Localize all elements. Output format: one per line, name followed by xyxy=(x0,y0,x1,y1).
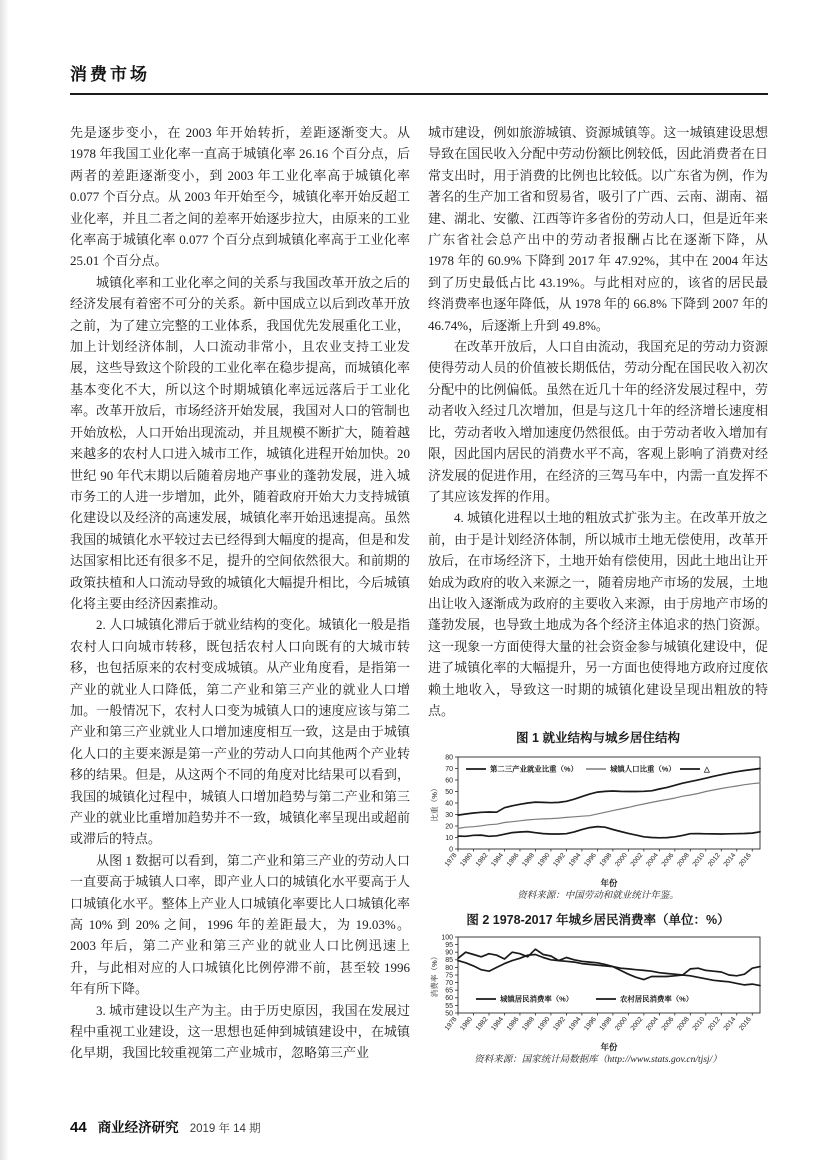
svg-text:85: 85 xyxy=(445,957,453,965)
svg-text:10: 10 xyxy=(445,835,453,843)
svg-text:2004: 2004 xyxy=(645,852,660,869)
svg-text:消费率（%）: 消费率（%） xyxy=(430,953,439,998)
svg-text:1988: 1988 xyxy=(521,852,537,869)
svg-text:2006: 2006 xyxy=(660,1016,676,1033)
svg-text:1982: 1982 xyxy=(474,1016,490,1033)
svg-text:1996: 1996 xyxy=(583,852,598,869)
svg-text:2014: 2014 xyxy=(722,1016,738,1033)
svg-text:1994: 1994 xyxy=(567,852,583,869)
svg-text:2010: 2010 xyxy=(691,1016,707,1033)
svg-text:50: 50 xyxy=(445,789,453,797)
svg-text:农村居民消费率（%）: 农村居民消费率（%） xyxy=(620,994,694,1004)
svg-text:80: 80 xyxy=(445,754,453,762)
body-paragraph: 城镇化率和工业化率之间的关系与我国改革开放之后的经济发展有着密不可分的关系。新中国成立以后到改革开放之前，为了建立完整的工业体系，我国优先发展重化工业，加上计划经济体制，人口流动非常小，且农业支持工业发展，这些导致这个阶段的工业化率在稳步提高，而城镇化率基本变化不大，所以这个时期城镇化率远远落后于工业化率。改革开放后，市场经济开始发展，我国对人口的管制也开始放松，人口开始出现流动，并且规模不断扩大，随着越来越多的农村人口进入城市工作，城镇化进程开始加快。20 世纪 90 年代末期以后随着房地产事业的蓬勃发展，进入城市务工的人进一步增加，此外，随着政府开始大力支持城镇化建设以及经济的高速发展，城镇化率开始迅速提高。虽然我国的城镇化水平较过去已经得到大幅度的提高，但是和发达国家相比还有很多不足，提升的空间依然很大。和前期的政策扶植和人口流动导致的城镇化大幅提升相比，今后城镇化将主要由经济因素推动。 xyxy=(70,274,410,611)
svg-text:70: 70 xyxy=(445,766,453,774)
svg-text:2002: 2002 xyxy=(629,852,645,869)
left-column xyxy=(70,122,410,1067)
svg-text:1988: 1988 xyxy=(521,1016,537,1033)
svg-text:1990: 1990 xyxy=(536,852,552,869)
figure1-line-chart xyxy=(428,749,768,889)
section-tag: 消费市场 xyxy=(70,60,768,95)
svg-text:2012: 2012 xyxy=(707,1016,722,1033)
svg-text:75: 75 xyxy=(445,972,453,980)
svg-text:30: 30 xyxy=(445,812,453,820)
body-paragraph: 在改革开放后，人口自由流动，我国充足的劳动力资源使得劳动人员的价值被长期低估，劳动分配在国民收入初次分配中的比例偏低。虽然在近几十年的经济发展过程中，劳动者收入经过几次增加，但是与这几十年的经济增长速度相比，劳动者收入增加速度仍然很低。由于劳动者收入增加有限，因此国内居民的消费水平不高，客观上影响了消费对经济发展的促进作用，在经济的三驾马车中，内需一直发挥不了其应该发挥的作用。 xyxy=(428,339,768,504)
svg-text:90: 90 xyxy=(445,949,453,957)
svg-text:1978: 1978 xyxy=(443,852,459,869)
svg-text:2000: 2000 xyxy=(614,1016,629,1033)
svg-text:第二三产业就业比重（%）: 第二三产业就业比重（%） xyxy=(490,764,578,774)
right-column xyxy=(428,122,768,1067)
issue-label: 2019 年 14 期 xyxy=(189,1123,261,1135)
svg-text:2006: 2006 xyxy=(660,852,676,869)
svg-text:1984: 1984 xyxy=(490,1016,506,1033)
page-edge-shadow xyxy=(0,0,9,1160)
svg-text:40: 40 xyxy=(445,800,453,808)
svg-text:1984: 1984 xyxy=(490,852,506,869)
figure2-line-chart xyxy=(428,931,768,1053)
journal-page xyxy=(70,60,768,1067)
svg-text:50: 50 xyxy=(445,1010,453,1018)
svg-text:95: 95 xyxy=(445,942,453,950)
svg-text:65: 65 xyxy=(445,987,453,995)
svg-text:2008: 2008 xyxy=(676,852,691,869)
figure-2 xyxy=(428,912,768,1067)
body-paragraph: 3. 城市建设以生产为主。由于历史原因，我国在发展过程中重视工业建设，这一思想也延伸到城镇建设中，在城镇化早期，我国比较重视第二产业城市，忽略第三产业 xyxy=(70,1002,410,1061)
svg-text:△: △ xyxy=(704,764,710,774)
svg-text:1982: 1982 xyxy=(474,852,490,869)
body-paragraph: 2. 人口城镇化滞后于就业结构的变化。城镇化一般是指农村人口向城市转移，既包括农村人口向既有的大城市转移，也包括原来的农村变成城镇。从产业角度看，是指第一产业的就业人口降低，第二产业和第三产业的就业人口增加。一般情况下，农村人口变为城镇人口的速度应该与第二产业和第三产业就业人口增加速度相互一致，这是由于城镇化人口的主要来源是第一产业的劳动人口向其他两个产业转移的结果。但是，从这两个不同的角度对比结果可以看到，我国的城镇化过程中，城镇人口增加趋势与第二产业和第三产业的就业比重增加趋势并不一致，城镇化率呈现出或超前或滞后的特点。 xyxy=(70,617,410,847)
svg-text:2014: 2014 xyxy=(722,852,738,869)
page-footer xyxy=(70,1116,261,1136)
two-column-body xyxy=(70,122,768,1067)
svg-text:60: 60 xyxy=(445,777,453,785)
svg-text:60: 60 xyxy=(445,995,453,1003)
svg-text:2016: 2016 xyxy=(738,1016,753,1033)
svg-text:1990: 1990 xyxy=(536,1016,552,1033)
figure2-title: 图 2 1978-2017 年城乡居民消费率（单位：%） xyxy=(466,913,730,928)
svg-text:0: 0 xyxy=(449,846,453,854)
svg-text:2016: 2016 xyxy=(738,852,753,869)
svg-text:年份: 年份 xyxy=(600,1042,618,1053)
svg-text:1992: 1992 xyxy=(552,1016,567,1033)
svg-text:城镇人口比重（%）: 城镇人口比重（%） xyxy=(610,764,676,774)
svg-text:2008: 2008 xyxy=(676,1016,691,1033)
svg-text:2000: 2000 xyxy=(614,852,629,869)
svg-text:2010: 2010 xyxy=(691,852,707,869)
journal-name: 商业经济研究 xyxy=(97,1120,179,1135)
svg-text:70: 70 xyxy=(445,980,453,988)
svg-text:比重（%）: 比重（%） xyxy=(430,784,439,822)
svg-text:2012: 2012 xyxy=(707,852,722,869)
page-number: 44 xyxy=(70,1119,87,1136)
body-paragraph: 4. 城镇化进程以土地的粗放式扩张为主。在改革开放之前，由于是计划经济体制，所以城市土地无偿使用，改革开放后，在市场经济下，土地开始有偿使用，因此土地出让开始成为政府的收入来源之一，随着房地产市场的发展，土地出让收入逐渐成为政府的主要收入来源，由于房地产市场的蓬勃发展，也导致土地成为各个经济主体追求的热门资源。这一现象一方面使得大量的社会资金参与城镇化建设中，促进了城镇化率的大幅提升，另一方面也使得地方政府过度依赖土地收入，导致这一时期的城镇化建设呈现出粗放的特点。 xyxy=(428,510,768,718)
svg-text:城镇居民消费率（%）: 城镇居民消费率（%） xyxy=(500,994,574,1004)
body-paragraph: 先是逐步变小，在 2003 年开始转折，差距逐渐变大。从 1978 年我国工业化率一直高于城镇化率 26.16 个百分点，后两者的差距逐渐变小，到 2003 年工业化率高于城镇化率 0.077 个百分点。从 2003 年开始至今，城镇化率开始反超工业化率，并且二者之间的差率开始逐步拉大，由原来的工业化率高于城镇化率 0.077 个百分点到城镇化率高于工业化率 25.01 个百分点。 xyxy=(70,125,410,269)
svg-text:2004: 2004 xyxy=(645,1016,660,1033)
svg-text:20: 20 xyxy=(445,823,453,831)
svg-text:1994: 1994 xyxy=(567,1016,583,1033)
figure1-title: 图 1 就业结构与城乡居住结构 xyxy=(516,731,680,746)
figure1-source: 资料来源：中国劳动和就业统计年鉴。 xyxy=(517,891,679,902)
svg-text:80: 80 xyxy=(445,965,453,973)
svg-text:年份: 年份 xyxy=(600,878,618,889)
svg-text:1980: 1980 xyxy=(459,852,475,869)
figure2-source: 资料来源：国家统计局数据库（http://www.stats.gov.cn/tjsj/） xyxy=(474,1055,722,1066)
svg-text:1992: 1992 xyxy=(552,852,567,869)
body-paragraph: 从图 1 数据可以看到，第二产业和第三产业的劳动人口一直要高于城镇人口率，即产业人口的城镇化水平要高于人口城镇化水平。整体上产业人口城镇化率要比人口城镇化率高 10% 到 20% 之间，1996 年的差距最大，为 19.03%。2003 年后，第二产业和第三产业的就业人口比例迅速上升，与此相对应的人口城镇化比例停滞不前，甚至较 1996 年有所下降。 xyxy=(70,852,410,997)
svg-text:2002: 2002 xyxy=(629,1016,645,1033)
svg-text:100: 100 xyxy=(441,934,453,942)
svg-text:1998: 1998 xyxy=(598,1016,614,1033)
svg-text:1998: 1998 xyxy=(598,852,614,869)
svg-text:1986: 1986 xyxy=(505,852,521,869)
svg-text:1978: 1978 xyxy=(443,1016,459,1033)
svg-text:1980: 1980 xyxy=(459,1016,475,1033)
svg-text:55: 55 xyxy=(445,1003,453,1011)
figure-1 xyxy=(428,730,768,903)
svg-text:1986: 1986 xyxy=(505,1016,521,1033)
body-paragraph: 城市建设，例如旅游城镇、资源城镇等。这一城镇建设思想导致在国民收入分配中劳动份额比例较低，因此消费者在日常支出时，用于消费的比例也比较低。以广东省为例，作为著名的生产加工省和贸易省，吸引了广西、云南、湖南、福建、湖北、安徽、江西等许多省份的劳动人口，但是近年来广东省社会总产出中的劳动者报酬占比在逐渐下降，从 1978 年的 60.9% 下降到 2017 年 47.92%，其中在 2004 年达到了历史最低占比 43.19%。与此相对应的，该省的居民最终消费率也逐年降低，从 1978 年的 66.8% 下降到 2007 年的 46.74%，后逐渐上升到 49.8%。 xyxy=(428,125,768,333)
svg-text:1996: 1996 xyxy=(583,1016,598,1033)
